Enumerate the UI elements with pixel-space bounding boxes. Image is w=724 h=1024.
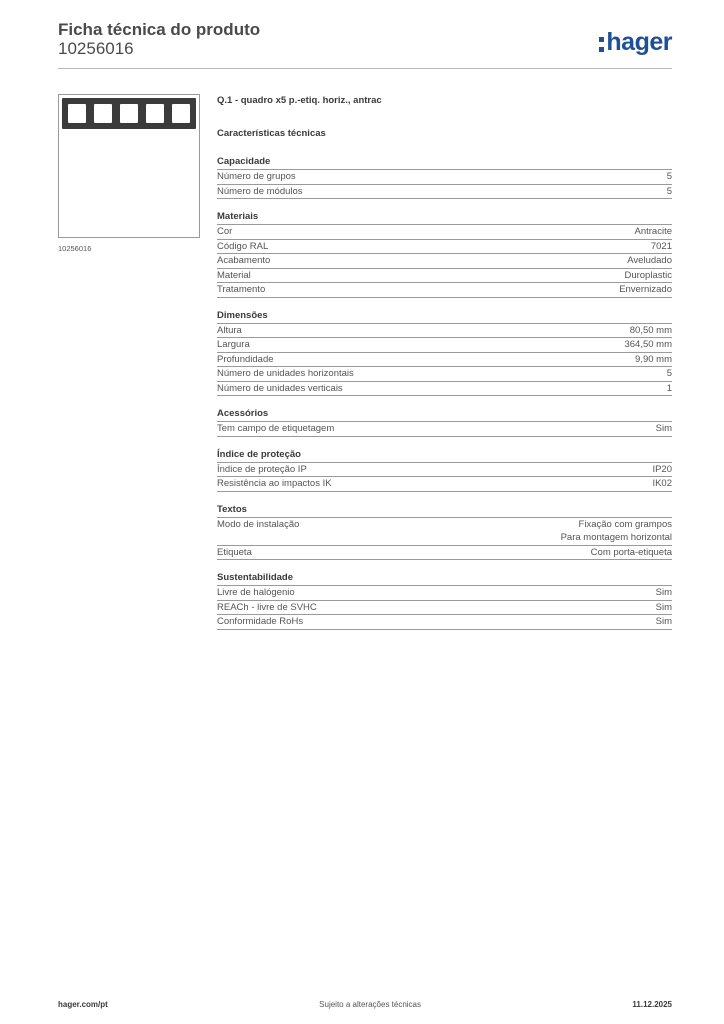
spec-value-line: Sim — [655, 601, 672, 613]
spec-value-line: Sim — [655, 616, 672, 627]
section-title: Sustentabilidade — [217, 572, 672, 586]
section-title: Materiais — [217, 211, 672, 225]
spec-label: Número de módulos — [217, 185, 303, 197]
spec-row — [217, 601, 672, 616]
footer-website: hager.com/pt — [58, 1000, 108, 1009]
spec-label: Acabamento — [217, 255, 271, 266]
spec-value — [635, 225, 673, 239]
spec-value — [667, 185, 672, 199]
spec-label: Material — [217, 269, 251, 281]
spec-value — [624, 338, 672, 352]
spec-row — [217, 382, 672, 397]
spec-label: Conformidade RoHs — [217, 616, 304, 627]
spec-row — [217, 240, 672, 255]
spec-value — [667, 382, 672, 396]
section-title: Textos — [217, 504, 672, 518]
spec-row — [217, 324, 672, 339]
spec-value — [561, 518, 672, 545]
spec-value — [656, 422, 672, 436]
spec-label: Altura — [217, 324, 242, 336]
spec-value-line: Antracite — [634, 226, 672, 237]
section-title: Capacidade — [217, 156, 672, 170]
image-caption: 10256016 — [58, 244, 92, 253]
spec-value-line: 364,50 mm — [624, 339, 672, 350]
spec-value — [635, 353, 672, 367]
product-image — [58, 94, 200, 238]
spec-row — [217, 477, 672, 492]
logo-text: hager — [606, 28, 672, 56]
spec-value — [630, 324, 672, 338]
header-divider — [58, 68, 672, 69]
section-title: Dimensões — [217, 310, 672, 324]
spec-section — [217, 156, 672, 199]
spec-label: Tem campo de etiquetagem — [217, 423, 335, 434]
spec-value — [627, 254, 672, 268]
spec-value — [651, 240, 672, 254]
spec-label: Código RAL — [217, 240, 269, 252]
spec-value-line: Para montagem horizontal — [560, 532, 672, 543]
spec-label: Tratamento — [217, 284, 266, 295]
footer-date: 11.12.2025 — [632, 1000, 672, 1009]
spec-value-line: 5 — [666, 171, 672, 182]
section-title: Índice de proteção — [217, 449, 672, 463]
logo-dots-icon — [599, 37, 604, 52]
spec-value — [667, 170, 672, 184]
spec-value-line: 80,50 mm — [629, 324, 672, 336]
spec-row — [217, 283, 672, 298]
spec-value — [652, 477, 672, 491]
spec-sections — [217, 156, 672, 630]
spec-row — [217, 254, 672, 269]
spec-section — [217, 504, 672, 561]
spec-label: Número de unidades horizontais — [217, 368, 354, 379]
spec-value-line: 5 — [666, 368, 672, 379]
spec-section — [217, 449, 672, 492]
spec-label: Profundidade — [217, 353, 274, 365]
spec-value-line: Duroplastic — [624, 269, 672, 281]
spec-value-line: Aveludado — [627, 255, 672, 266]
spec-label: Modo de instalação — [217, 518, 300, 530]
spec-value-line: 5 — [666, 185, 672, 197]
spec-row — [217, 518, 672, 546]
spec-section — [217, 408, 672, 437]
footer-notice: Sujeito a alterações técnicas — [319, 1000, 422, 1009]
spec-row — [217, 422, 672, 437]
spec-value-line: Sim — [655, 587, 672, 598]
spec-value-line: Envernizado — [619, 284, 672, 295]
frame-illustration — [62, 98, 196, 129]
spec-label: Número de grupos — [217, 171, 296, 182]
spec-label: Largura — [217, 339, 250, 350]
spec-content — [217, 95, 672, 642]
spec-section — [217, 310, 672, 397]
spec-value — [656, 586, 672, 600]
spec-value — [656, 601, 672, 615]
spec-row — [217, 269, 672, 284]
spec-value — [624, 269, 672, 283]
spec-row — [217, 546, 672, 561]
spec-row — [217, 586, 672, 601]
spec-label: Cor — [217, 226, 233, 237]
spec-value-line: IK02 — [652, 478, 672, 489]
spec-value-line: Fixação com grampos — [578, 518, 672, 530]
spec-value-line: 9,90 mm — [635, 353, 672, 365]
spec-row — [217, 615, 672, 630]
spec-row — [217, 170, 672, 185]
spec-label: REACh - livre de SVHC — [217, 601, 317, 613]
product-name: Q.1 - quadro x5 p.-etiq. horiz., antrac — [217, 95, 382, 106]
spec-row — [217, 338, 672, 353]
spec-label: Número de unidades verticais — [217, 382, 343, 394]
hager-logo — [599, 28, 672, 57]
spec-section — [217, 572, 672, 630]
spec-section — [217, 211, 672, 298]
spec-label: Resistência ao impactos IK — [217, 478, 332, 489]
spec-label: Etiqueta — [217, 546, 252, 558]
spec-value — [619, 283, 672, 297]
tech-characteristics-title: Características técnicas — [217, 128, 326, 139]
spec-value-line: 1 — [666, 382, 672, 394]
section-title: Acessórios — [217, 408, 672, 422]
spec-row — [217, 463, 672, 478]
spec-value-line: Com porta-etiqueta — [590, 546, 672, 558]
spec-value — [652, 463, 672, 477]
page-title: Ficha técnica do produto — [58, 20, 261, 39]
spec-row — [217, 353, 672, 368]
spec-value-line: Sim — [655, 423, 672, 434]
spec-value — [656, 615, 672, 629]
spec-value — [591, 546, 672, 560]
spec-label: Índice de proteção IP — [217, 463, 307, 475]
spec-label: Livre de halógenio — [217, 587, 295, 598]
spec-value-line: 7021 — [650, 240, 672, 252]
page-footer — [58, 1000, 672, 1009]
spec-value — [667, 367, 672, 381]
spec-row — [217, 225, 672, 240]
spec-value-line: IP20 — [652, 463, 672, 475]
product-code: 10256016 — [58, 39, 134, 58]
spec-row — [217, 185, 672, 200]
spec-row — [217, 367, 672, 382]
